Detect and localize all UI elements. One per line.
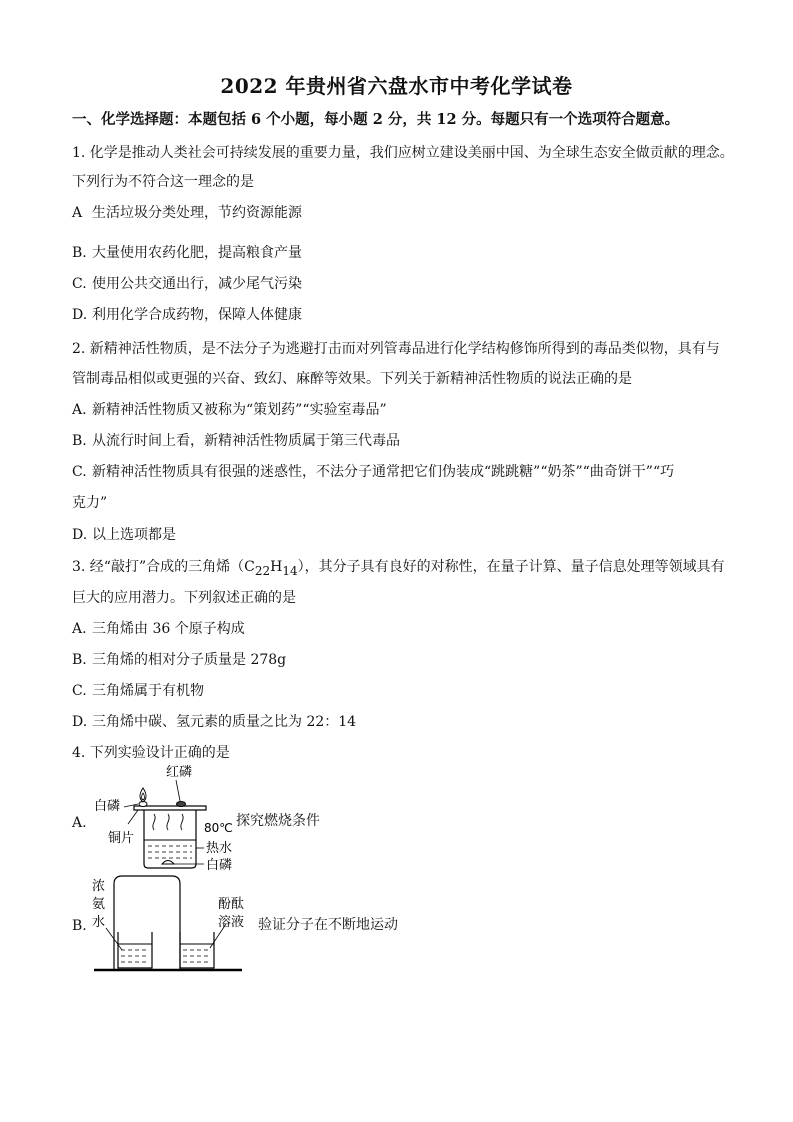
q2-option-c-continued: 克力” <box>72 495 108 511</box>
option-label: A <box>72 205 83 221</box>
molecule-motion-diagram <box>88 872 248 976</box>
q4-option-a-label: A. <box>72 815 87 831</box>
q4-option-b-caption: 验证分子在不断地运动 <box>258 917 398 933</box>
option-label: D. <box>72 714 88 730</box>
label-white-phosphorus-top: 白磷 <box>94 799 121 814</box>
option-text: 三角烯属于有机物 <box>92 683 204 699</box>
option-label: A. <box>72 621 87 637</box>
q2-option-d <box>72 526 176 544</box>
option-text: 使用公共交通出行，减少尾气污染 <box>92 276 302 292</box>
q2-stem-line1: 2. 新精神活性物质，是不法分子为逃避打击而对列管毒品进行化学结构修饰所得到的毒品类似物，具有与 <box>72 341 720 357</box>
label-red-phosphorus: 红磷 <box>166 765 193 780</box>
section-heading: 一、化学选择题：本题包括 6 个小题，每小题 2 分，共 12 分。每题只有一个选项符合题意。 <box>72 111 680 128</box>
option-text: 以上选项都是 <box>92 527 176 543</box>
label-copper-sheet: 铜片 <box>108 831 135 846</box>
page-title: 2022 年贵州省六盘水市中考化学试卷 <box>220 74 573 98</box>
combustion-apparatus-diagram <box>88 764 248 874</box>
option-label: A. <box>72 402 87 418</box>
option-text: 三角烯中碳、氢元素的质量之比为 22：14 <box>92 714 357 730</box>
q2-stem-line2: 管制毒品相似或更强的兴奋、致幻、麻醉等效果。下列关于新精神活性物质的说法正确的是 <box>72 371 632 387</box>
option-text: 从流行时间上看，新精神活性物质属于第三代毒品 <box>92 433 400 449</box>
option-text: 生活垃圾分类处理，节约资源能源 <box>92 205 302 221</box>
q1-option-a <box>72 204 302 222</box>
q3-option-c <box>72 682 204 700</box>
label-ammonia-3: 水 <box>92 915 106 930</box>
label-phenolphthalein-2: 溶液 <box>218 915 245 930</box>
label-temperature: 80℃ <box>204 821 233 835</box>
option-label: D. <box>72 527 88 543</box>
q4-option-a-caption: 探究燃烧条件 <box>236 813 320 829</box>
option-label: D. <box>72 307 88 323</box>
q2-option-c <box>72 463 674 481</box>
q2-option-a <box>72 401 387 419</box>
label-phenolphthalein-1: 酚酞 <box>218 897 245 912</box>
label-ammonia-1: 浓 <box>92 879 106 894</box>
option-text: 三角烯的相对分子质量是 278g <box>92 652 287 668</box>
option-label: C. <box>72 276 87 292</box>
q4-option-b-label: B. <box>72 918 87 934</box>
q3-option-d <box>72 713 356 731</box>
q2-option-b <box>72 432 400 450</box>
option-label: C. <box>72 464 87 480</box>
q3-option-b <box>72 651 286 669</box>
q3-option-a <box>72 620 245 638</box>
q3-stem-line1: 3. 经“敲打”合成的三角烯$(C_{22}H_{14})$，其分子具有良好的对称性，在量子计算、量子信息处理等领域具有 <box>72 559 725 578</box>
option-text: 利用化学合成药物，保障人体健康 <box>92 307 302 323</box>
option-label: C. <box>72 683 87 699</box>
option-text: 新精神活性物质又被称为“策划药”“实验室毒品” <box>92 402 387 418</box>
q1-option-c <box>72 275 302 293</box>
q1-stem-line2: 下列行为不符合这一理念的是 <box>72 174 254 190</box>
option-label: B. <box>72 652 87 668</box>
q4-stem: 4. 下列实验设计正确的是 <box>72 745 230 761</box>
label-hot-water: 热水 <box>206 841 233 856</box>
option-label: B. <box>72 245 87 261</box>
q1-option-b <box>72 244 302 262</box>
q1-option-d <box>72 306 302 324</box>
option-text: 大量使用农药化肥，提高粮食产量 <box>92 245 302 261</box>
label-white-phosphorus-bottom: 白磷 <box>206 858 233 873</box>
label-ammonia-2: 氨 <box>92 897 106 912</box>
option-text: 新精神活性物质具有很强的迷惑性，不法分子通常把它们伪装成“跳跳糖”“奶茶”“曲奇饼干”“巧 <box>92 464 675 480</box>
option-text: 三角烯由 36 个原子构成 <box>92 621 245 637</box>
option-label: B. <box>72 433 87 449</box>
q1-stem-line1: 1. 化学是推动人类社会可持续发展的重要力量，我们应树立建设美丽中国、为全球生态安全做贡献的理念。 <box>72 145 734 161</box>
q3-stem-line2: 巨大的应用潜力。下列叙述正确的是 <box>72 590 296 606</box>
